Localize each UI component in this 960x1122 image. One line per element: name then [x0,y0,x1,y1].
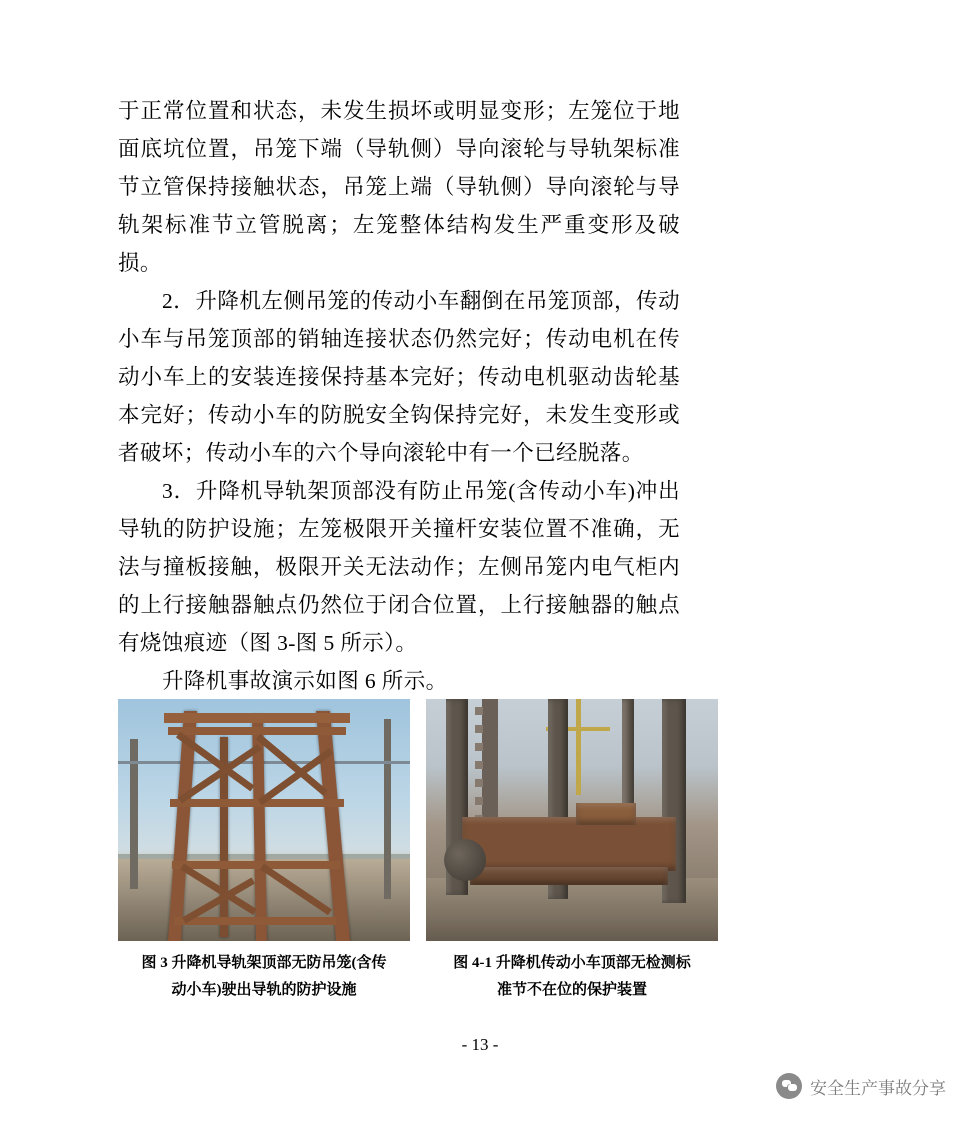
watermark-text: 安全生产事故分享 [810,1078,946,1098]
mast-horizontal-bar [170,799,344,807]
figure-4-1-caption-line1: 图 4-1 升降机传动小车顶部无检测标 [453,955,691,971]
watermark [776,1073,946,1099]
figure-4-1-image [426,699,718,941]
paragraph-2: 2．升降机左侧吊笼的传动小车翻倒在吊笼顶部，传动小车与吊笼顶部的销轴连接状态仍然完好；传动电机在传动小车上的安装连接保持基本完好；传动电机驱动齿轮基本完好；传动小车的防脱安全钩保持完好，未发生变形或者破坏；传动小车的六个导向滚轮中有一个已经脱落。 [118,289,680,465]
tower-crane [576,699,581,795]
rack-tooth [475,779,483,787]
mast-diagonal-brace [180,864,257,916]
paragraph-1: 于正常位置和状态，未发生损坏或明显变形；左笼位于地面底坑位置，吊笼下端（导轨侧）导向滚轮与导轨架标准节立管保持接触状态，吊笼上端（导轨侧）导向滚轮与导轨架标准节立管脱离；左笼整体结构发生严重变形及破损。 [118,99,680,275]
background-pole [384,719,391,899]
trolley-beam-lower [470,867,668,885]
trolley-beam [462,817,676,871]
mast-horizontal-bar [174,917,336,925]
roller-drum [444,839,486,881]
figure-row [118,699,718,1004]
rack-tooth [475,707,483,715]
paragraph-4: 升降机事故演示如图 6 所示。 [162,669,448,693]
rack-tooth [475,743,483,751]
mast-horizontal-bar [168,727,346,735]
mast-horizontal-bar [172,861,340,869]
mast-diagonal-brace [260,864,332,916]
rack-tooth [475,725,483,733]
wechat-logo-icon [776,1073,802,1099]
figure-3-caption-line1: 图 3 升降机导轨架顶部无防吊笼(含传 [141,955,387,971]
paragraph-3: 3．升降机导轨架顶部没有防止吊笼(含传动小车)冲出导轨的防护设施；左笼极限开关撞杆安装位置不准确，无法与撞板接触，极限开关无法动作；左侧吊笼内电气柜内的上行接触器触点仍然位于闭合位置，上行接触器的触点有烧蚀痕迹（图 3-图 5 所示）。 [118,479,680,655]
figure-3-image [118,699,410,941]
figure-3-caption-line2: 动小车)驶出导轨的防护设施 [171,982,357,998]
page-body-text [118,92,680,700]
cross-plate [576,803,636,825]
figure-4-1-caption-line2: 准节不在位的保护装置 [496,982,647,998]
mast-top-cap [164,713,350,723]
rack-tooth [475,761,483,769]
rack-tooth [475,797,483,805]
figure-4-1-caption [426,950,718,1004]
figure-3 [118,699,410,1004]
mast-structure [158,711,366,941]
figure-3-caption [118,950,410,1004]
figure-4-1 [426,699,718,1004]
page-number: - 13 - [461,1035,499,1054]
